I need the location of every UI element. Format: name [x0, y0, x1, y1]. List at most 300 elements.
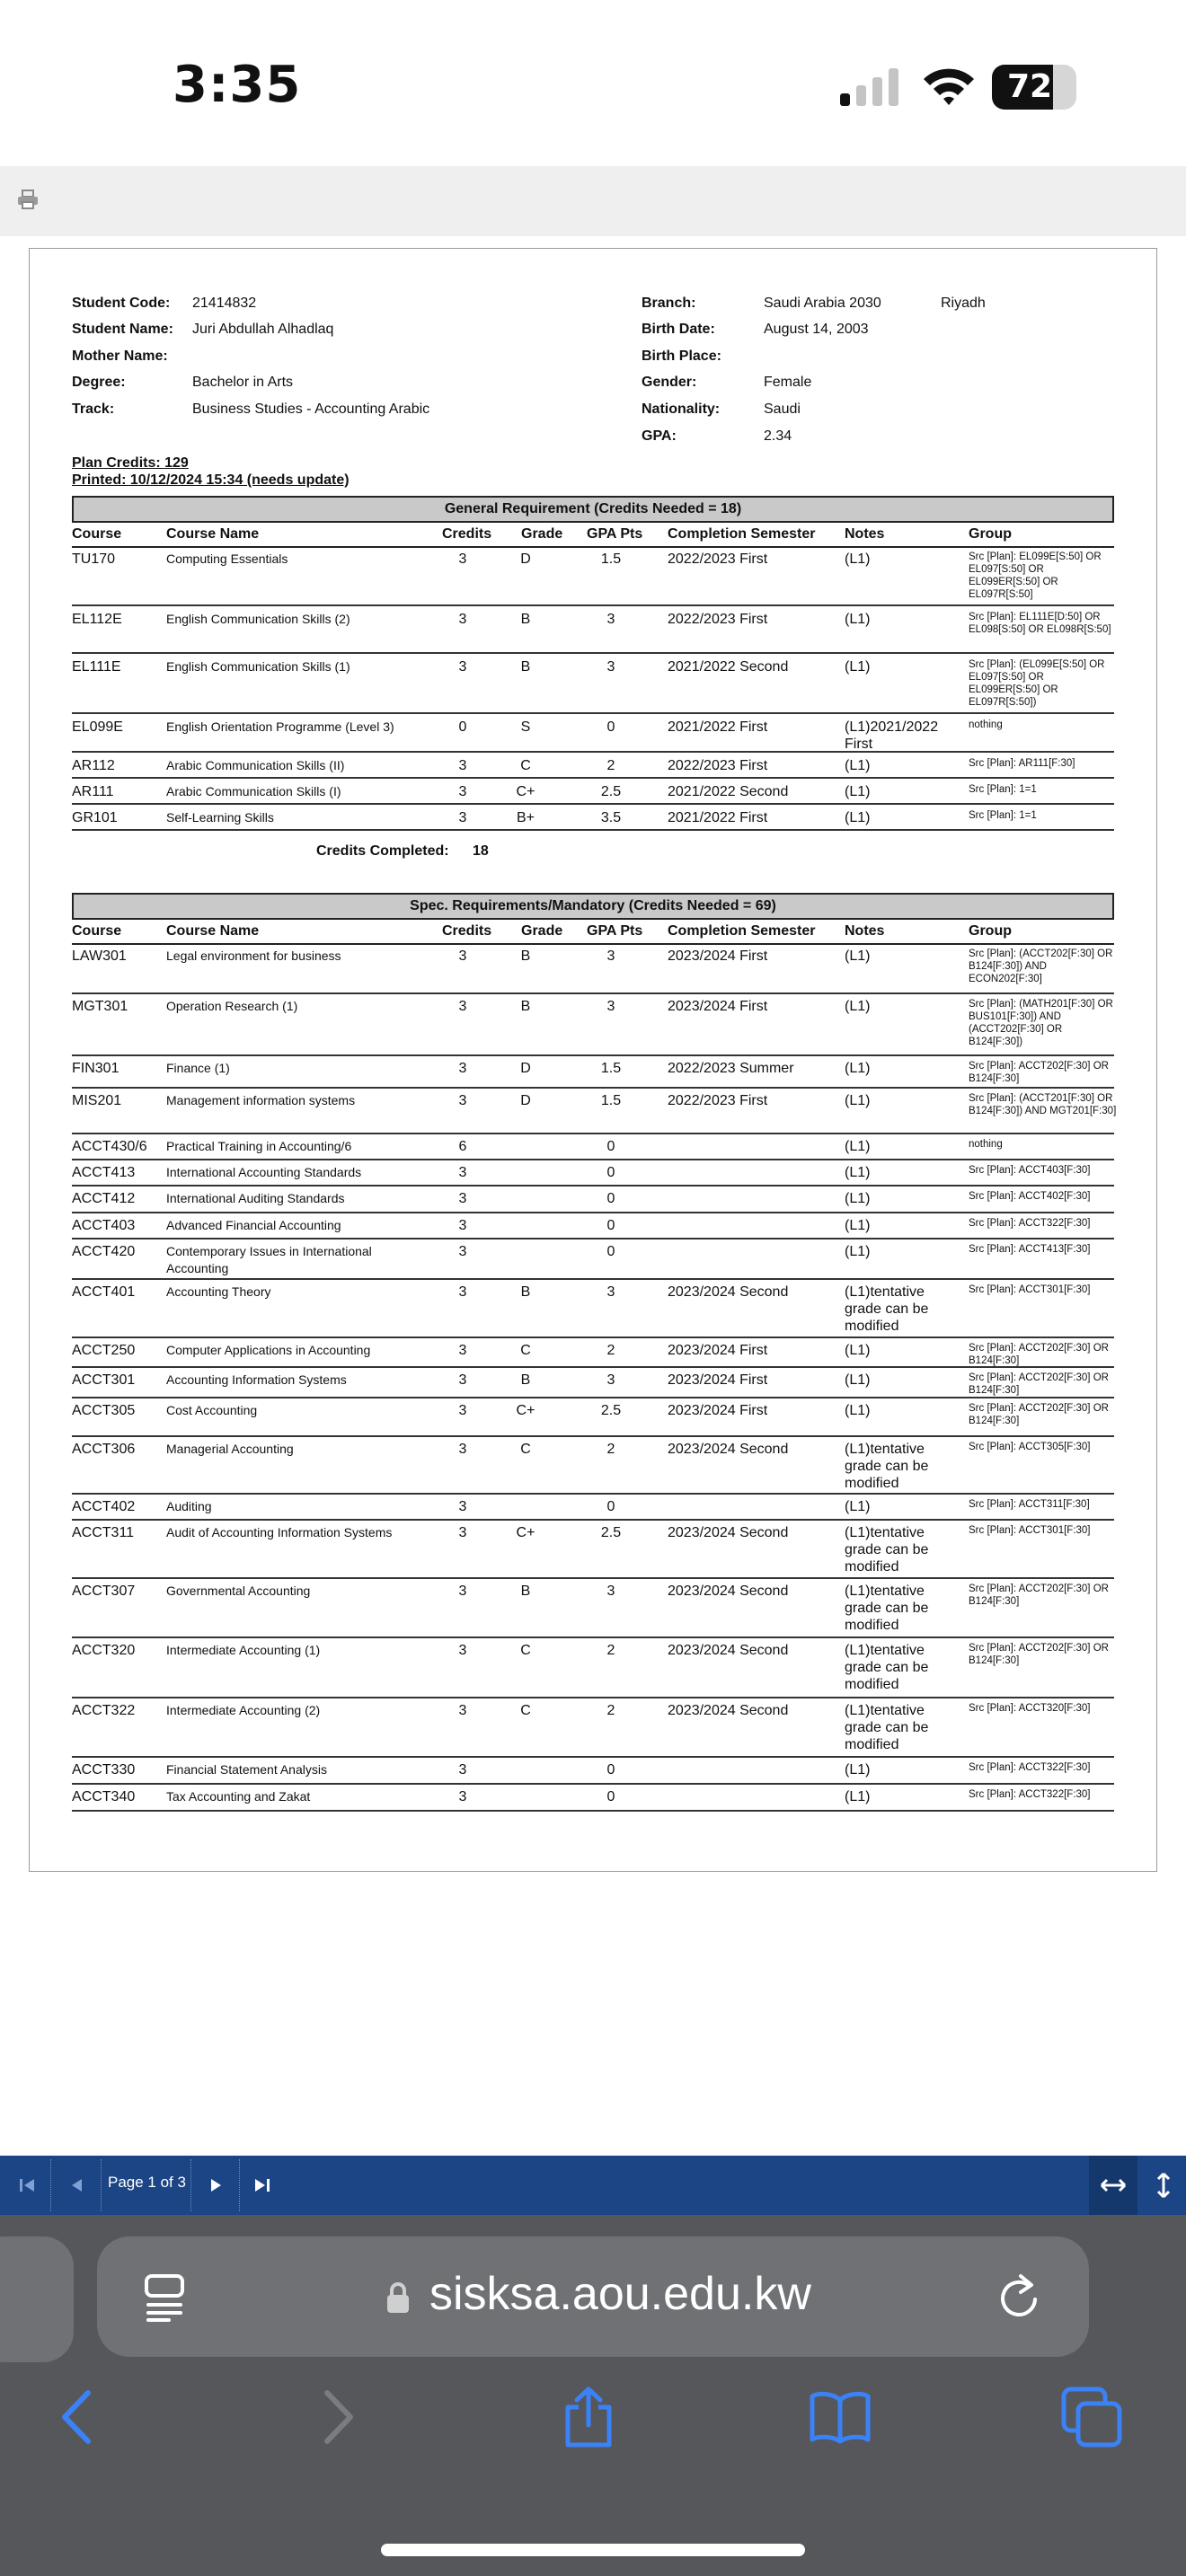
course-gpa-pts: 3.5 — [600, 810, 622, 825]
course-notes: (L1)tentative grade can be modified — [845, 1442, 929, 1491]
course-credits: 3 — [458, 948, 467, 964]
completion-semester: 2022/2023 Summer — [668, 1061, 794, 1076]
course-notes: (L1) — [845, 1165, 871, 1180]
student-name-label: Student Name: — [72, 322, 173, 337]
course-credits: 6 — [458, 1139, 467, 1154]
share-icon[interactable] — [557, 2386, 620, 2448]
next-page-icon[interactable] — [196, 2156, 235, 2215]
course-grade: C — [520, 758, 531, 773]
course-gpa-pts: 1.5 — [600, 1093, 622, 1108]
battery-icon — [992, 65, 1076, 110]
course-code: ACCT307 — [72, 1584, 136, 1599]
course-group: Src [Plan]: ACCT322[F:30] — [969, 1789, 1091, 1800]
student-code: 21414832 — [192, 296, 257, 311]
course-group: Src [Plan]: AR111[F:30] — [969, 758, 1075, 769]
course-credits: 3 — [458, 1703, 467, 1718]
last-page-icon[interactable] — [243, 2156, 282, 2215]
course-code: EL112E — [72, 612, 122, 627]
course-name: English Communication Skills (1) — [166, 659, 350, 674]
course-notes: (L1) — [845, 1191, 871, 1206]
gpa-value: 2.34 — [764, 428, 792, 444]
course-notes: (L1) — [845, 1762, 871, 1778]
course-notes: (L1) — [845, 1789, 871, 1804]
course-notes: (L1) — [845, 1403, 871, 1418]
battery-level: 72 — [1006, 68, 1053, 105]
course-notes: (L1) — [845, 999, 871, 1014]
toolbar-separator — [190, 2159, 191, 2211]
completion-semester: 2023/2024 Second — [668, 1703, 789, 1718]
birth-place-label: Birth Place: — [642, 348, 721, 364]
course-credits: 3 — [458, 1762, 467, 1778]
course-credits: 3 — [458, 1343, 467, 1358]
course-gpa-pts: 0 — [606, 1191, 615, 1206]
course-group: Src [Plan]: EL111E[D:50] OR EL098[S:50] OR EL098R[S:50] — [969, 612, 1111, 635]
fit-width-icon[interactable] — [1089, 2156, 1137, 2215]
course-name: Arabic Communication Skills (I) — [166, 784, 341, 798]
degree: Bachelor in Arts — [192, 375, 294, 390]
toolbar-separator — [50, 2159, 51, 2211]
course-code: ACCT330 — [72, 1762, 136, 1778]
table-row — [72, 716, 1114, 753]
course-name: International Accounting Standards — [166, 1165, 362, 1179]
course-gpa-pts: 0 — [606, 1218, 615, 1233]
course-gpa-pts: 0 — [606, 1139, 615, 1154]
course-gpa-pts: 3 — [606, 948, 615, 964]
birth-date: August 14, 2003 — [764, 322, 869, 337]
column-header-row — [72, 525, 1114, 548]
table-row — [72, 1399, 1114, 1437]
table-row — [72, 807, 1114, 831]
course-notes: (L1) — [845, 1244, 871, 1259]
course-name: Computer Applications in Accounting — [166, 1343, 371, 1357]
course-code: GR101 — [72, 810, 118, 825]
course-notes: (L1) — [845, 948, 871, 964]
course-grade: B+ — [516, 810, 535, 825]
course-name: Tax Accounting and Zakat — [166, 1789, 311, 1804]
table-row — [72, 1580, 1114, 1638]
reload-icon[interactable] — [996, 2272, 1044, 2323]
course-group: Src [Plan]: (ACCT202[F:30] OR B124[F:30]) AND ECON202[F:30] — [969, 948, 1113, 984]
course-name: Arabic Communication Skills (II) — [166, 758, 345, 772]
course-credits: 3 — [458, 999, 467, 1014]
course-group: Src [Plan]: (EL099E[S:50] OR EL097[S:50] OR EL099ER[S:50] OR EL097R[S:50]) — [969, 659, 1105, 708]
course-name: Computing Essentials — [166, 551, 288, 566]
course-gpa-pts: 0 — [606, 1499, 615, 1514]
course-grade: B — [520, 948, 531, 964]
lock-icon — [386, 2281, 410, 2314]
section-header: Spec. Requirements/Mandatory (Credits Needed = 69) — [72, 893, 1114, 920]
course-credits: 3 — [458, 551, 467, 567]
track: Business Studies - Accounting Arabic — [192, 401, 430, 417]
course-group: Src [Plan]: ACCT402[F:30] — [969, 1191, 1091, 1202]
course-grade: D — [520, 1061, 531, 1076]
page-indicator: Page 1 of 3 — [108, 2174, 186, 2191]
course-credits: 3 — [458, 1499, 467, 1514]
course-name: Advanced Financial Accounting — [166, 1218, 341, 1232]
course-gpa-pts: 0 — [606, 719, 615, 735]
course-name: Intermediate Accounting (1) — [166, 1643, 321, 1657]
table-row — [72, 1161, 1114, 1187]
course-code: FIN301 — [72, 1061, 119, 1076]
table-row — [72, 1214, 1114, 1239]
col-completion-semester: Completion Semester — [668, 923, 816, 939]
completion-semester: 2023/2024 Second — [668, 1442, 789, 1457]
course-code: ACCT430/6 — [72, 1139, 147, 1154]
course-credits: 3 — [458, 810, 467, 825]
course-credits: 3 — [458, 1584, 467, 1599]
course-name: Contemporary Issues in International Accounting — [166, 1244, 372, 1275]
gender: Female — [764, 375, 812, 390]
branch: Saudi Arabia 2030 — [764, 296, 881, 311]
course-gpa-pts: 2.5 — [600, 1525, 622, 1540]
course-name: Audit of Accounting Information Systems — [166, 1525, 393, 1539]
course-credits: 3 — [458, 1525, 467, 1540]
col-course-name: Course Name — [166, 923, 260, 939]
course-code: ACCT301 — [72, 1372, 136, 1388]
birth-date-label: Birth Date: — [642, 322, 715, 337]
course-notes: (L1)tentative grade can be modified — [845, 1643, 929, 1692]
course-gpa-pts: 3 — [606, 1584, 615, 1599]
course-notes: (L1) — [845, 1093, 871, 1108]
course-code: ACCT412 — [72, 1191, 136, 1206]
course-group: Src [Plan]: ACCT202[F:30] OR B124[F:30] — [969, 1584, 1109, 1607]
course-group: Src [Plan]: ACCT202[F:30] OR B124[F:30] — [969, 1061, 1109, 1084]
course-credits: 3 — [458, 1061, 467, 1076]
col-grade: Grade — [521, 526, 563, 542]
course-grade: D — [520, 1093, 531, 1108]
table-row — [72, 1786, 1114, 1812]
course-name: Operation Research (1) — [166, 999, 298, 1013]
course-name: International Auditing Standards — [166, 1191, 345, 1205]
table-row — [72, 1057, 1114, 1089]
completion-semester: 2023/2024 First — [668, 1372, 768, 1388]
course-code: EL111E — [72, 659, 121, 675]
course-grade: C — [520, 1343, 531, 1358]
course-credits: 3 — [458, 1372, 467, 1388]
course-credits: 3 — [458, 1789, 467, 1804]
table-row — [72, 1339, 1114, 1368]
course-gpa-pts: 3 — [606, 659, 615, 675]
course-code: ACCT250 — [72, 1343, 136, 1358]
course-group: Src [Plan]: 1=1 — [969, 810, 1037, 821]
course-notes: (L1) — [845, 612, 871, 627]
course-name: Financial Statement Analysis — [166, 1762, 327, 1777]
back-icon[interactable] — [47, 2386, 110, 2448]
pdf-page-toolbar — [0, 2156, 1186, 2215]
course-notes: (L1)tentative grade can be modified — [845, 1584, 929, 1633]
course-group: Src [Plan]: ACCT202[F:30] OR B124[F:30] — [969, 1403, 1109, 1426]
table-row — [72, 608, 1114, 654]
signal-icon — [840, 68, 901, 106]
course-gpa-pts: 2.5 — [600, 784, 622, 799]
bookmarks-icon[interactable] — [809, 2386, 872, 2448]
course-name: Legal environment for business — [166, 948, 341, 963]
course-notes: (L1) — [845, 810, 871, 825]
completion-semester: 2022/2023 First — [668, 551, 768, 567]
course-notes: (L1)tentative grade can be modified — [845, 1284, 929, 1334]
course-group: Src [Plan]: ACCT413[F:30] — [969, 1244, 1091, 1255]
course-notes: (L1) — [845, 1499, 871, 1514]
track-label: Track: — [72, 401, 115, 417]
course-notes: (L1) — [845, 784, 871, 799]
branch-label: Branch: — [642, 296, 696, 311]
course-grade: C+ — [516, 1525, 535, 1540]
prev-page-icon[interactable] — [58, 2156, 97, 2215]
course-credits: 3 — [458, 1284, 467, 1300]
course-grade: C+ — [516, 1403, 535, 1418]
table-row — [72, 995, 1114, 1056]
course-code: ACCT340 — [72, 1789, 136, 1804]
col-group: Group — [969, 923, 1012, 939]
course-code: ACCT403 — [72, 1218, 136, 1233]
nationality-label: Nationality: — [642, 401, 721, 417]
nationality: Saudi — [764, 401, 801, 417]
completion-semester: 2023/2024 Second — [668, 1284, 789, 1300]
table-row — [72, 548, 1114, 606]
section-header: General Requirement (Credits Needed = 18) — [72, 496, 1114, 523]
completion-semester: 2022/2023 First — [668, 758, 768, 773]
reader-mode-icon[interactable] — [144, 2272, 185, 2323]
course-group: Src [Plan]: ACCT202[F:30] OR B124[F:30] — [969, 1343, 1109, 1366]
course-code: AR111 — [72, 784, 114, 799]
col-credits: Credits — [442, 923, 492, 939]
col-gpa-pts: GPA Pts — [587, 923, 643, 939]
course-credits: 0 — [458, 719, 467, 735]
course-group: Src [Plan]: 1=1 — [969, 784, 1037, 795]
table-row — [72, 1369, 1114, 1398]
course-gpa-pts: 3 — [606, 1284, 615, 1300]
wifi-icon — [922, 65, 976, 108]
url-text[interactable]: sisksa.aou.edu.kw — [429, 2268, 811, 2320]
course-notes: (L1) — [845, 1061, 871, 1076]
table-row — [72, 781, 1114, 805]
course-credits: 3 — [458, 1218, 467, 1233]
course-gpa-pts: 0 — [606, 1244, 615, 1259]
status-bar — [0, 0, 1186, 166]
course-credits: 3 — [458, 1442, 467, 1457]
course-gpa-pts: 2 — [606, 758, 615, 773]
course-notes: (L1) — [845, 758, 871, 773]
course-grade: B — [520, 612, 531, 627]
completion-semester: 2023/2024 First — [668, 1403, 768, 1418]
col-gpa-pts: GPA Pts — [587, 526, 643, 542]
course-grade: C — [520, 1703, 531, 1718]
course-credits: 3 — [458, 1244, 467, 1259]
fit-height-icon[interactable] — [1141, 2156, 1186, 2215]
table-row — [72, 656, 1114, 714]
course-name: Accounting Information Systems — [166, 1372, 347, 1387]
col-notes: Notes — [845, 923, 885, 939]
student-name: Juri Abdullah Alhadlaq — [192, 322, 334, 337]
mother-name-label: Mother Name: — [72, 348, 168, 364]
credits-completed-value: 18 — [473, 843, 489, 859]
course-group: Src [Plan]: EL099E[S:50] OR EL097[S:50] OR EL099ER[S:50] OR EL097R[S:50] — [969, 551, 1102, 600]
course-notes: (L1)tentative grade can be modified — [845, 1703, 929, 1752]
table-row — [72, 1240, 1114, 1280]
completion-semester: 2023/2024 First — [668, 948, 768, 964]
credits-completed-label: Credits Completed: — [316, 843, 449, 859]
course-code: ACCT305 — [72, 1403, 136, 1418]
course-notes: (L1)2021/2022 First — [845, 719, 939, 752]
table-row — [72, 1522, 1114, 1579]
course-notes: (L1) — [845, 1372, 871, 1388]
course-group: Src [Plan]: ACCT311[F:30] — [969, 1499, 1090, 1510]
course-name: Managerial Accounting — [166, 1442, 294, 1456]
table-row — [72, 1438, 1114, 1495]
course-group: Src [Plan]: ACCT301[F:30] — [969, 1284, 1091, 1295]
table-row — [72, 1639, 1114, 1698]
course-group: Src [Plan]: ACCT202[F:30] OR B124[F:30] — [969, 1372, 1109, 1396]
course-grade: B — [520, 1284, 531, 1300]
gender-label: Gender: — [642, 375, 697, 390]
course-code: MGT301 — [72, 999, 128, 1014]
course-notes: (L1) — [845, 1343, 871, 1358]
course-code: ACCT401 — [72, 1284, 136, 1300]
course-group: nothing — [969, 1139, 1003, 1150]
course-grade: C+ — [516, 784, 535, 799]
course-credits: 3 — [458, 784, 467, 799]
course-name: Intermediate Accounting (2) — [166, 1703, 321, 1717]
forward-icon[interactable] — [305, 2386, 368, 2448]
course-notes: (L1) — [845, 1218, 871, 1233]
course-grade: B — [520, 1372, 531, 1388]
course-gpa-pts: 2 — [606, 1442, 615, 1457]
degree-label: Degree: — [72, 375, 126, 390]
course-name: English Communication Skills (2) — [166, 612, 350, 626]
col-course-name: Course Name — [166, 526, 260, 542]
course-notes: (L1) — [845, 1139, 871, 1154]
completion-semester: 2023/2024 Second — [668, 1643, 789, 1658]
course-gpa-pts: 2.5 — [600, 1403, 622, 1418]
tabs-icon[interactable] — [1060, 2386, 1123, 2448]
col-course: Course — [72, 923, 122, 939]
course-grade: B — [520, 999, 531, 1014]
course-name: Governmental Accounting — [166, 1584, 311, 1598]
course-credits: 3 — [458, 1643, 467, 1658]
student-code-label: Student Code: — [72, 296, 171, 311]
print-icon[interactable] — [17, 190, 39, 209]
course-name: Auditing — [166, 1499, 212, 1513]
course-credits: 3 — [458, 1403, 467, 1418]
course-group: Src [Plan]: ACCT322[F:30] — [969, 1218, 1091, 1229]
course-gpa-pts: 2 — [606, 1343, 615, 1358]
course-code: TU170 — [72, 551, 116, 567]
course-gpa-pts: 2 — [606, 1703, 615, 1718]
table-row — [72, 1090, 1117, 1134]
course-code: EL099E — [72, 719, 123, 735]
course-group: Src [Plan]: ACCT403[F:30] — [969, 1165, 1091, 1176]
plan-credits: Plan Credits: 129 — [72, 455, 189, 471]
course-grade: C — [520, 1643, 531, 1658]
course-group: Src [Plan]: ACCT320[F:30] — [969, 1703, 1091, 1714]
completion-semester: 2023/2024 First — [668, 999, 768, 1014]
previous-tab-preview[interactable] — [0, 2236, 74, 2362]
course-credits: 3 — [458, 1093, 467, 1108]
course-name: Finance (1) — [166, 1061, 230, 1075]
col-credits: Credits — [442, 526, 492, 542]
course-notes: (L1) — [845, 659, 871, 675]
course-name: English Orientation Programme (Level 3) — [166, 719, 394, 734]
course-gpa-pts: 3 — [606, 1372, 615, 1388]
course-name: Accounting Theory — [166, 1284, 271, 1299]
course-group: Src [Plan]: (MATH201[F:30] OR BUS101[F:30]) AND (ACCT202[F:30] OR B124[F:30]) — [969, 999, 1113, 1047]
course-code: ACCT402 — [72, 1499, 136, 1514]
table-row — [72, 1187, 1114, 1213]
course-code: ACCT420 — [72, 1244, 136, 1259]
course-group: Src [Plan]: ACCT322[F:30] — [969, 1762, 1091, 1773]
course-code: ACCT311 — [72, 1525, 135, 1540]
course-grade: D — [520, 551, 531, 567]
course-credits: 3 — [458, 758, 467, 773]
gpa-label: GPA: — [642, 428, 677, 444]
course-gpa-pts: 1.5 — [600, 551, 622, 567]
course-name: Cost Accounting — [166, 1403, 258, 1417]
course-group: Src [Plan]: (ACCT201[F:30] OR B124[F:30]) AND MGT201[F:30] — [969, 1093, 1117, 1116]
col-completion-semester: Completion Semester — [668, 526, 816, 542]
report-toolbar — [0, 166, 1186, 236]
course-notes: (L1)tentative grade can be modified — [845, 1525, 929, 1575]
course-code: ACCT320 — [72, 1643, 136, 1658]
completion-semester: 2021/2022 First — [668, 810, 768, 825]
table-row — [72, 945, 1114, 994]
first-page-icon[interactable] — [7, 2156, 47, 2215]
course-credits: 3 — [458, 1191, 467, 1206]
browser-chrome — [0, 2215, 1186, 2576]
course-group: Src [Plan]: ACCT301[F:30] — [969, 1525, 1091, 1536]
table-row — [72, 754, 1114, 779]
course-gpa-pts: 0 — [606, 1762, 615, 1778]
completion-semester: 2022/2023 First — [668, 612, 768, 627]
course-code: ACCT322 — [72, 1703, 136, 1718]
course-credits: 3 — [458, 1165, 467, 1180]
completion-semester: 2023/2024 Second — [668, 1525, 789, 1540]
course-name: Practical Training in Accounting/6 — [166, 1139, 352, 1153]
completion-semester: 2021/2022 First — [668, 719, 768, 735]
course-notes: (L1) — [845, 551, 871, 567]
course-name: Self-Learning Skills — [166, 810, 274, 825]
completion-semester: 2022/2023 First — [668, 1093, 768, 1108]
printed-date: Printed: 10/12/2024 15:34 (needs update) — [72, 472, 350, 488]
course-code: LAW301 — [72, 948, 127, 964]
course-code: MIS201 — [72, 1093, 122, 1108]
course-name: Management information systems — [166, 1093, 356, 1107]
course-code: ACCT413 — [72, 1165, 136, 1180]
course-group: Src [Plan]: ACCT202[F:30] OR B124[F:30] — [969, 1643, 1109, 1666]
col-course: Course — [72, 526, 122, 542]
course-grade: B — [520, 659, 531, 675]
course-grade: C — [520, 1442, 531, 1457]
table-row — [72, 1759, 1114, 1785]
course-gpa-pts: 1.5 — [600, 1061, 622, 1076]
home-indicator — [381, 2544, 805, 2556]
column-header-row — [72, 922, 1114, 945]
course-gpa-pts: 0 — [606, 1789, 615, 1804]
col-notes: Notes — [845, 526, 885, 542]
col-grade: Grade — [521, 923, 563, 939]
col-group: Group — [969, 526, 1012, 542]
address-bar[interactable] — [97, 2236, 1089, 2357]
course-gpa-pts: 3 — [606, 999, 615, 1014]
branch-city: Riyadh — [941, 296, 986, 311]
completion-semester: 2021/2022 Second — [668, 659, 789, 675]
course-code: ACCT306 — [72, 1442, 136, 1457]
completion-semester: 2023/2024 Second — [668, 1584, 789, 1599]
course-grade: B — [520, 1584, 531, 1599]
course-gpa-pts: 0 — [606, 1165, 615, 1180]
course-group: Src [Plan]: ACCT305[F:30] — [969, 1442, 1091, 1452]
course-grade: S — [520, 719, 531, 735]
course-credits: 3 — [458, 659, 467, 675]
